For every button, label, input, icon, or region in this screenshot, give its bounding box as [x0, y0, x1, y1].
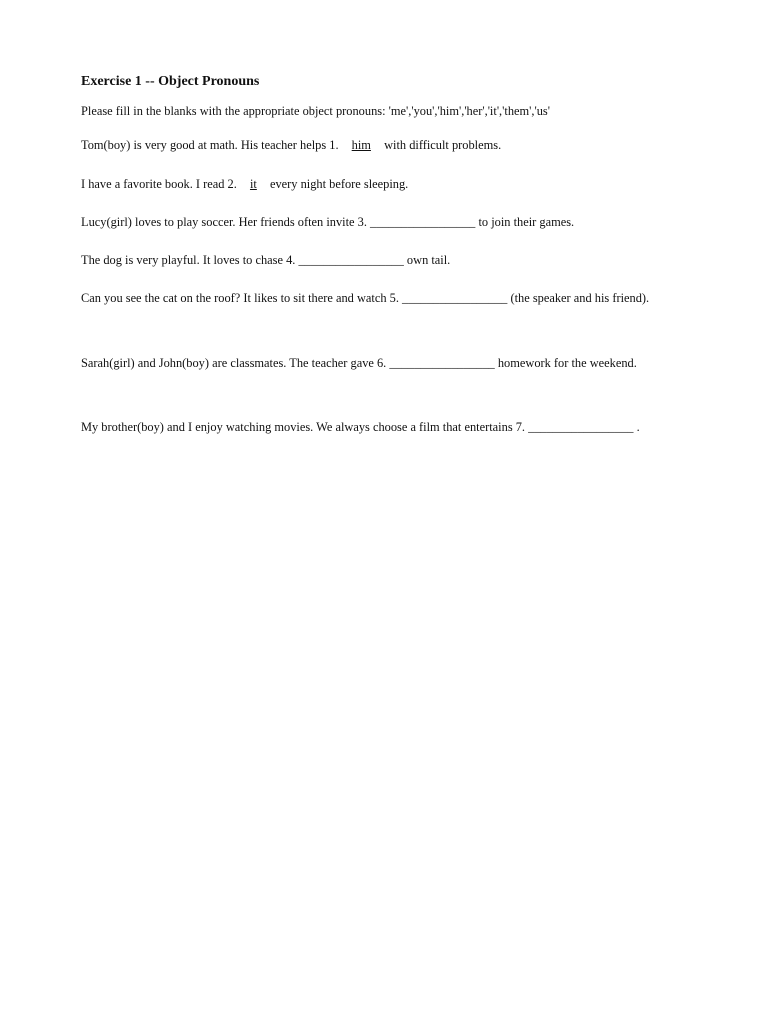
question-1	[81, 132, 691, 158]
question-5	[81, 285, 691, 311]
question-4	[81, 247, 691, 273]
question-5-text: Can you see the cat on the roof? It likes to sit there and watch 5.	[81, 291, 399, 305]
question-3-blank[interactable]: _________________	[370, 215, 476, 229]
question-6	[81, 350, 691, 376]
question-7-blank[interactable]: _________________	[528, 420, 634, 434]
question-1-answer: him	[351, 138, 371, 152]
question-2-answer: it	[249, 177, 257, 191]
question-2	[81, 171, 691, 197]
instructions-text: Please fill in the blanks with the appropriate object pronouns: 'me','you','him','her','it','them','us'	[81, 104, 550, 118]
question-4-blank[interactable]: _________________	[298, 253, 404, 267]
question-4-tail: own tail.	[406, 253, 451, 267]
question-3-text: Lucy(girl) loves to play soccer. Her friends often invite 3.	[81, 215, 367, 229]
question-3-tail: to join their games.	[478, 215, 575, 229]
question-6-blank[interactable]: _________________	[389, 356, 495, 370]
question-7	[81, 414, 691, 440]
question-7-text: My brother(boy) and I enjoy watching movies. We always choose a film that entertains 7.	[81, 420, 526, 434]
question-6-tail: homework for the weekend.	[497, 356, 637, 370]
question-2-tail: every night before sleeping.	[269, 177, 409, 191]
question-2-text: I have a favorite book. I read 2.	[81, 177, 237, 191]
question-1-tail: with difficult problems.	[384, 138, 502, 152]
exercise-title: Exercise 1 -- Object Pronouns	[81, 74, 260, 89]
question-5-tail: (the speaker and his friend).	[510, 291, 650, 305]
question-1-text: Tom(boy) is very good at math. His teacher helps 1.	[81, 138, 339, 152]
question-5-blank[interactable]: _________________	[402, 291, 508, 305]
question-6-text: Sarah(girl) and John(boy) are classmates. The teacher gave 6.	[81, 356, 387, 370]
question-3	[81, 209, 691, 235]
question-7-tail: .	[636, 420, 640, 434]
question-4-text: The dog is very playful. It loves to chase 4.	[81, 253, 296, 267]
